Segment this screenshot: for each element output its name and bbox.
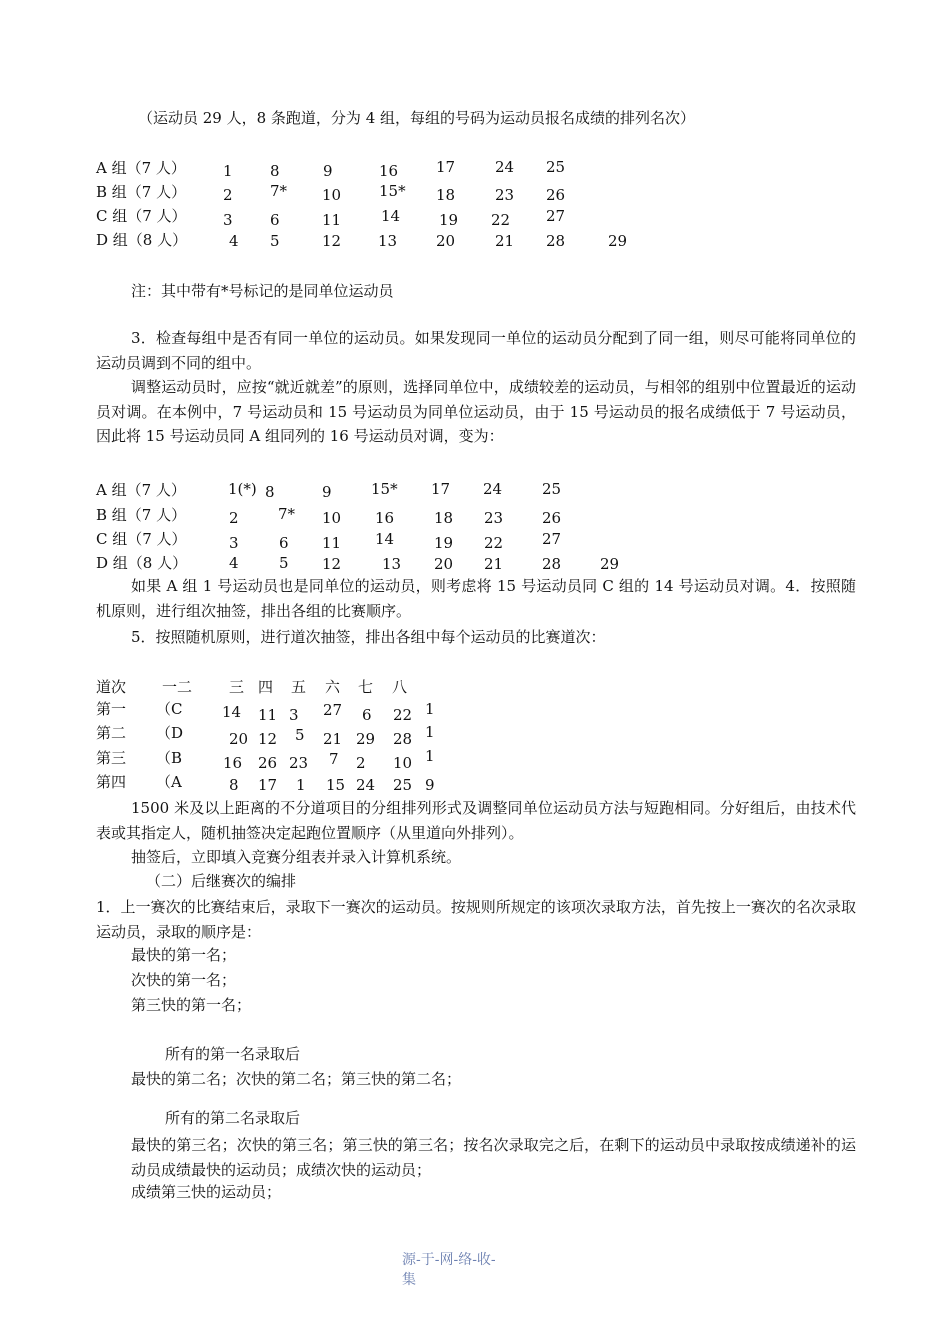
lane-cell: 14 <box>222 703 242 721</box>
table-cell: 14 <box>381 207 401 225</box>
table-cell: 6 <box>279 534 289 552</box>
table-cell: 13 <box>382 555 402 573</box>
table-cell: 1(*) <box>228 480 257 498</box>
footer-line: 源-于-网-络-收- <box>402 1252 496 1268</box>
lane-cell: 25 <box>393 776 413 794</box>
lane-header: 三 <box>229 678 245 696</box>
table-cell: 6 <box>270 211 280 229</box>
table-cell: 28 <box>542 555 562 573</box>
table-cell: 29 <box>600 555 620 573</box>
table-cell: 23 <box>484 509 504 527</box>
table-cell: 22 <box>484 534 504 552</box>
table-cell: 1 <box>223 162 233 180</box>
table-cell: 20 <box>434 555 454 573</box>
lane-row-label: 第三 <box>96 749 127 767</box>
table-cell: 3 <box>229 534 239 552</box>
table-cell: 17 <box>431 480 451 498</box>
group-label: C 组（7 人） <box>96 207 187 225</box>
table-cell: 20 <box>436 232 456 250</box>
lane-cell: 26 <box>258 754 278 772</box>
paragraph-step-5: 5．按照随机原则，进行道次抽签，排出各组中每个运动员的比赛道次： <box>131 628 606 646</box>
table-cell: 7* <box>278 505 296 523</box>
table-cell: 21 <box>495 232 515 250</box>
table-cell: 25 <box>542 480 562 498</box>
section-heading: （二）后继赛次的编排 <box>146 872 297 890</box>
lane-cell: 27 <box>323 701 343 719</box>
footer-line: 集 <box>402 1272 416 1288</box>
lane-row-group: （A <box>156 773 182 791</box>
lane-cell: 1 <box>425 747 435 765</box>
list-line: 最快的第二名；次快的第二名；第三快的第二名； <box>131 1070 462 1088</box>
lane-header: 道次 <box>96 678 127 696</box>
table-cell: 18 <box>436 186 456 204</box>
lane-cell: 1 <box>425 700 435 718</box>
lane-row-label: 第一 <box>96 700 127 718</box>
table-cell: 24 <box>483 480 503 498</box>
table-cell: 8 <box>265 483 275 501</box>
table-cell: 11 <box>322 534 342 552</box>
lane-cell: 22 <box>393 706 413 724</box>
lane-header: 四 <box>258 678 274 696</box>
lane-cell: 2 <box>356 754 366 772</box>
paragraph-if: 如果 A 组 1 号运动员也是同单位的运动员，则考虑将 15 号运动员同 C 组的 14 号运动员对调。4．按照随机原则，进行组次抽签，排出各组的比赛顺序。 <box>96 577 856 620</box>
paragraph-round-1: 1．上一赛次的比赛结束后，录取下一赛次的运动员。按规则所规定的该项次录取方法，首先按上一赛次的名次录取运动员，录取的顺序是： <box>96 898 856 941</box>
lane-cell: 9 <box>425 776 435 794</box>
lane-row-label: 第二 <box>96 724 127 742</box>
lane-row-group: （C <box>156 700 183 718</box>
table-cell: 15* <box>379 182 406 200</box>
table-cell: 5 <box>279 554 289 572</box>
table-cell: 2 <box>229 509 239 527</box>
lane-cell: 8 <box>229 776 239 794</box>
table-cell: 14 <box>375 530 395 548</box>
group-label: D 组（8 人） <box>96 231 188 249</box>
lane-header: 一二 <box>162 678 193 696</box>
lane-header: 六 <box>325 678 341 696</box>
intro-text: （运动员 29 人，8 条跑道，分为 4 组，每组的号码为运动员报名成绩的排列名次） <box>138 109 696 127</box>
group-label: B 组（7 人） <box>96 506 187 524</box>
group-label: A 组（7 人） <box>96 159 186 177</box>
lane-cell: 17 <box>258 776 278 794</box>
list-item: 最快的第一名； <box>131 946 237 964</box>
lane-row-label: 第四 <box>96 773 127 791</box>
lane-row-group: （B <box>156 749 183 767</box>
lane-cell: 1 <box>296 776 306 794</box>
table-cell: 26 <box>542 509 562 527</box>
group-label: A 组（7 人） <box>96 481 186 499</box>
group-label: C 组（7 人） <box>96 530 187 548</box>
paragraph-third: 最快的第三名；次快的第三名；第三快的第三名；按名次录取完之后，在剩下的运动员中录取按成绩递补的运动员成绩最快的运动员；成绩次快的运动员； <box>131 1136 856 1179</box>
lane-header: 七 <box>358 678 374 696</box>
lane-cell: 12 <box>258 730 278 748</box>
table-cell: 24 <box>495 158 515 176</box>
lane-cell: 1 <box>425 723 435 741</box>
sub-heading: 所有的第二名录取后 <box>165 1109 301 1127</box>
lane-cell: 6 <box>362 706 372 724</box>
table-cell: 29 <box>608 232 628 250</box>
table-cell: 10 <box>322 509 342 527</box>
lane-cell: 20 <box>229 730 249 748</box>
lane-cell: 5 <box>295 726 305 744</box>
paragraph-1500m: 1500 米及以上距离的不分道项目的分组排列形式及调整同单位运动员方法与短跑相同。分好组后，由技术代表或其指定人，随机抽签决定起跑位置顺序（从里道向外排列）。 <box>96 799 856 842</box>
note-text: 注：其中带有*号标记的是同单位运动员 <box>131 282 394 300</box>
lane-cell: 3 <box>289 706 299 724</box>
table-cell: 18 <box>434 509 454 527</box>
table-cell: 9 <box>322 483 332 501</box>
lane-header: 五 <box>291 678 307 696</box>
lane-cell: 29 <box>356 730 376 748</box>
lane-row-group: （D <box>156 724 184 742</box>
table-cell: 10 <box>322 186 342 204</box>
table-cell: 21 <box>484 555 504 573</box>
table-cell: 4 <box>229 232 239 250</box>
group-label: D 组（8 人） <box>96 554 188 572</box>
lane-cell: 10 <box>393 754 413 772</box>
table-cell: 9 <box>323 162 333 180</box>
table-cell: 16 <box>379 162 399 180</box>
lane-header: 八 <box>392 678 408 696</box>
table-cell: 17 <box>436 158 456 176</box>
lane-cell: 24 <box>356 776 376 794</box>
table-cell: 27 <box>546 207 566 225</box>
list-item: 次快的第一名； <box>131 971 237 989</box>
table-cell: 27 <box>542 530 562 548</box>
lane-cell: 11 <box>258 706 278 724</box>
paragraph-adjust: 调整运动员时，应按“就近就差”的原则，选择同单位中，成绩较差的运动员，与相邻的组别中位置最近的运动员对调。在本例中，7 号运动员和 15 号运动员为同单位运动员，由于 15 号运动员的报名成绩低于 7 号运动员，因此将 15 号运动员同 A 组同列的 16 号运动员对调，变为： <box>96 378 856 445</box>
sub-heading: 所有的第一名录取后 <box>165 1045 301 1063</box>
paragraph-after-draw: 抽签后，立即填入竞赛分组表并录入计算机系统。 <box>131 848 462 866</box>
table-cell: 19 <box>439 211 459 229</box>
table-cell: 12 <box>322 555 342 573</box>
table-cell: 8 <box>270 162 280 180</box>
footer-source <box>402 1250 496 1290</box>
table-cell: 4 <box>229 554 239 572</box>
group-label: B 组（7 人） <box>96 183 187 201</box>
table-cell: 28 <box>546 232 566 250</box>
table-cell: 26 <box>546 186 566 204</box>
table-cell: 11 <box>322 211 342 229</box>
lane-cell: 21 <box>323 730 343 748</box>
table-cell: 16 <box>375 509 395 527</box>
list-item: 第三快的第一名； <box>131 996 252 1014</box>
lane-cell: 16 <box>223 754 243 772</box>
paragraph-step-3: 3．检查每组中是否有同一单位的运动员。如果发现同一单位的运动员分配到了同一组，则尽可能将同单位的运动员调到不同的组中。 <box>96 329 856 372</box>
list-line: 成绩第三快的运动员； <box>131 1183 282 1201</box>
lane-cell: 15 <box>326 776 346 794</box>
table-cell: 13 <box>378 232 398 250</box>
table-cell: 23 <box>495 186 515 204</box>
table-cell: 19 <box>434 534 454 552</box>
table-cell: 25 <box>546 158 566 176</box>
table-cell: 2 <box>223 186 233 204</box>
table-cell: 15* <box>371 480 398 498</box>
table-cell: 22 <box>491 211 511 229</box>
lane-cell: 23 <box>289 754 309 772</box>
table-cell: 12 <box>322 232 342 250</box>
table-cell: 7* <box>270 182 288 200</box>
lane-cell: 7 <box>329 750 339 768</box>
table-cell: 5 <box>270 232 280 250</box>
lane-cell: 28 <box>393 730 413 748</box>
table-cell: 3 <box>223 211 233 229</box>
